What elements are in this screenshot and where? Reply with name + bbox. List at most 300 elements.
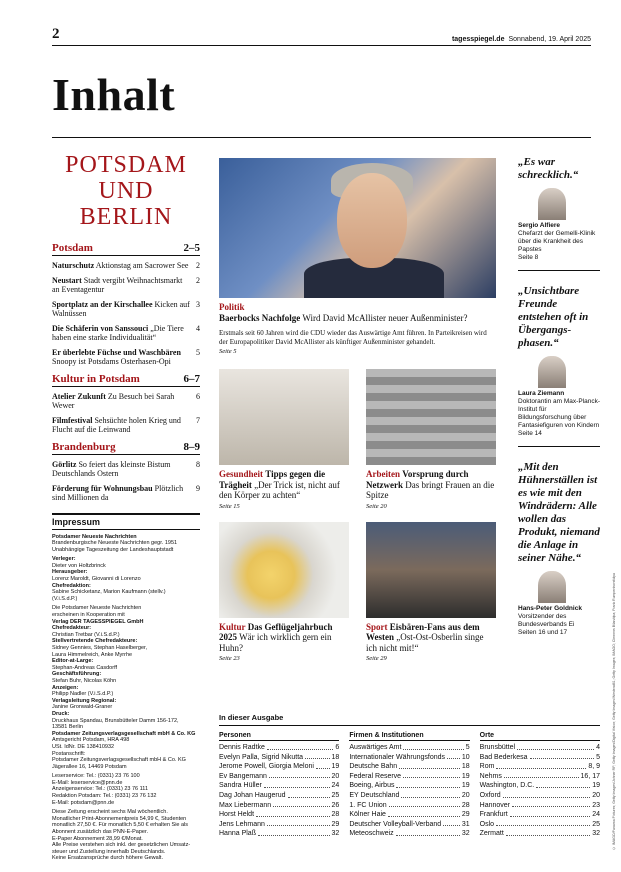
teaser-rest: Das bringt Frauen an die Spitze — [366, 479, 495, 500]
index-columns — [219, 732, 600, 839]
portrait-photo — [538, 571, 566, 603]
section-name: Kultur in Potsdam — [52, 372, 140, 385]
impressum-line: Chefredaktion: — [52, 582, 91, 589]
teaser-photo[interactable] — [219, 522, 349, 618]
impressum-line: E-Paper Abonnement 28,99 €/Monat. — [52, 835, 143, 842]
impressum-line: Sabine Schicketanz, Marion Kaufmann (stellv.) — [52, 589, 166, 596]
impressum-line: E-Mail: leserservice@pnn.de — [52, 779, 123, 786]
impressum-line: Dieter von Holtzbrinck — [52, 562, 106, 569]
index-entry-name: Federal Reserve — [349, 772, 402, 780]
index-row[interactable] — [480, 810, 600, 820]
quote-block — [518, 285, 600, 447]
impressum-line: Postanschrift: — [52, 750, 86, 757]
index-entry-name: Kölner Haie — [349, 811, 386, 819]
index-row[interactable] — [480, 781, 600, 791]
index-row[interactable] — [219, 762, 339, 772]
teaser-rest: „Ost-Ost-Osberlin singe ich nicht mit!“ — [366, 632, 484, 653]
index-leader — [403, 743, 463, 750]
index-entry-page: 23 — [592, 801, 600, 809]
quote-block — [518, 461, 600, 637]
contents-item[interactable] — [52, 416, 200, 435]
index-row[interactable] — [349, 829, 469, 839]
index-column — [349, 732, 469, 839]
index-row[interactable] — [219, 791, 339, 801]
index-entry-page: 31 — [461, 820, 470, 828]
contents-item-text — [52, 276, 196, 295]
teaser-headline[interactable] — [366, 469, 496, 501]
index-row[interactable] — [219, 781, 339, 791]
impressum-line: Christian Tretbar (V.i.S.d.P.) — [52, 631, 120, 638]
teaser-head: Vorsprung durch Netzwerk — [366, 469, 469, 490]
index-leader — [496, 820, 590, 827]
index-entry-page: 26 — [331, 801, 340, 809]
index-row[interactable] — [219, 829, 339, 839]
impressum-line: steuer und Zustellung innerhalb Deutschlands. — [52, 848, 166, 855]
index-entry-page: 8, 9 — [588, 763, 600, 771]
teaser-page-ref: Seite 20 — [366, 502, 387, 510]
contents-item-page: 6 — [196, 391, 200, 401]
index-leader — [258, 829, 330, 836]
index-entry-page: 19 — [461, 782, 470, 790]
impressum-line: Potsdamer Neueste Nachrichten — [52, 533, 137, 540]
index-row[interactable] — [349, 791, 469, 801]
contents-list — [52, 242, 200, 503]
index-entry-page: 6 — [335, 744, 340, 751]
section-header[interactable] — [52, 373, 200, 387]
contents-item-head: Filmfestival — [52, 415, 93, 425]
index-row[interactable] — [480, 753, 600, 763]
photo-face — [337, 173, 407, 268]
impressum — [52, 513, 200, 863]
contents-item-rest: Snoopy ist Potsdams Osterhasen-Opi — [52, 357, 171, 366]
impressum-line: 13581 Berlin — [52, 724, 83, 731]
section-name: Potsdam — [52, 242, 93, 254]
contents-item-page: 8 — [196, 459, 200, 469]
contents-item-rest: Zu Besuch bei Sarah Wewer — [52, 391, 175, 410]
index-entry-page: 28 — [331, 811, 340, 819]
impressum-line: Potsdamer Zeitungsverlagsgesellschaft mbH & Co. KG — [52, 730, 196, 737]
portrait-photo — [538, 188, 566, 220]
page-header — [52, 26, 591, 46]
section-name: Brandenburg — [52, 440, 116, 453]
impressum-line: Laura Himmelreich, Anke Myrrhe — [52, 651, 133, 658]
quote-text: „Unsichtbare Freunde entstehen oft in Übergangs-phasen.“ — [518, 285, 589, 349]
contents-item-head: Görlitz — [52, 459, 77, 469]
contents-item-text — [52, 416, 196, 435]
index-entry-name: Dennis Radtke — [219, 744, 265, 751]
index-row[interactable] — [480, 743, 600, 753]
index-entry-name: Jerome Powell, Giorgia Meloni — [219, 763, 314, 771]
index-leader — [316, 762, 330, 769]
index-leader — [447, 753, 460, 760]
section-header[interactable] — [52, 242, 200, 256]
portrait-photo — [538, 356, 566, 388]
impressum-line: Redaktion Potsdam: Tel.: (0331) 23 76 132 — [52, 793, 157, 800]
center-column — [219, 158, 496, 662]
section-pages: 6–7 — [183, 372, 200, 385]
quote-author: Hans-Peter Goldnick — [518, 605, 582, 612]
section-header[interactable] — [52, 441, 200, 455]
teaser-head: Tipps gegen die Trägheit — [219, 469, 326, 490]
impressum-line: Jägerallee 16, 14469 Potsdam — [52, 763, 127, 770]
teaser-headline[interactable] — [366, 622, 496, 654]
contents-item[interactable] — [52, 392, 200, 411]
page-number: 2 — [52, 26, 60, 42]
index-column — [219, 732, 339, 839]
impressum-line: Editor-at-Large: — [52, 658, 94, 665]
index-leader — [503, 791, 591, 798]
impressum-line: Stellvertretende Chefredakteure: — [52, 638, 138, 645]
site-name[interactable]: tagesspiegel.de — [451, 36, 505, 43]
section-title-line-1: POTSDAM — [65, 152, 187, 178]
index-leader — [530, 753, 595, 760]
contents-item-rest: So feiert das kleinste Bistum Deutschlands Ostern — [52, 459, 171, 478]
teaser-head: Eisbären-Fans aus dem Westen — [366, 621, 480, 642]
index-entry-name: Ev Bangemann — [219, 772, 267, 780]
index-entry-name: Oslo — [479, 820, 495, 828]
impressum-line: Sidney Gennies, Stephan Haselberger, — [52, 645, 148, 651]
contents-item[interactable] — [52, 348, 200, 367]
index-entry-name: Hannover — [479, 801, 511, 809]
contents-item-page: 2 — [196, 275, 200, 285]
contents-item-rest: Kicken auf Walnüssen — [52, 299, 190, 318]
index-row[interactable] — [349, 810, 469, 820]
index-entry-name: Bad Bederkesa — [479, 753, 528, 761]
contents-item-head: Naturschutz — [52, 261, 95, 270]
teaser-kicker: Arbeiten — [366, 469, 400, 479]
index-row[interactable] — [349, 781, 469, 791]
quote-author: Laura Ziemann — [518, 390, 565, 397]
index-leader — [443, 820, 460, 827]
index — [219, 713, 600, 839]
index-row[interactable] — [219, 772, 339, 782]
quote-author-desc: Vorsitzender des Bundesverbands Ei — [518, 613, 575, 628]
impressum-line: Brandenburgische Neueste Nachrichten gegr. 1951 — [52, 540, 178, 547]
index-entry-name: Deutsche Bahn — [349, 763, 398, 771]
index-entry-page: 32 — [592, 830, 600, 838]
impressum-line: Verlag DER TAGESSPIEGEL GmbH — [52, 618, 144, 625]
impressum-line: Diese Zeitung erscheint sechs Mal wöchentlich. — [52, 809, 168, 816]
teaser-page-ref: Seite 23 — [219, 655, 240, 662]
index-entry-name: Brunsbüttel — [479, 744, 516, 751]
impressum-line: Die Potsdamer Neueste Nachrichten — [52, 605, 142, 612]
contents-item-page: 9 — [196, 483, 200, 493]
contents-item[interactable] — [52, 484, 200, 503]
quote-page-ref: Seiten 16 und 17 — [518, 629, 568, 636]
contents-item-rest: Plötzlich sind Millionen da — [52, 483, 184, 502]
impressum-line: E-Mail: potsdam@pnn.de — [52, 799, 115, 806]
index-entry-page: 32 — [331, 830, 340, 838]
impressum-line: Abonnent zusätzlich das PNN-E-Paper. — [52, 829, 148, 836]
contents-item-head: Die Schäferin von Sanssouci — [52, 323, 149, 333]
impressum-line: USt. IdNr. DE 138410932 — [52, 743, 115, 750]
index-entry-page: 5 — [596, 753, 600, 761]
teaser[interactable] — [366, 522, 496, 663]
index-leader — [399, 762, 460, 769]
contents-item-text — [52, 460, 196, 479]
photo-credit: © IMAGO/Panama Pictures; Getty Images/Johner RF; Getty Images/Digital Vision; Getty Images/Westend61; Getty Images; IMAGO; Clemens Bilan/dpa; Frank Rumpenhorst/dpa — [612, 573, 616, 850]
index-entry-name: Rom — [479, 763, 495, 771]
index-leader — [388, 810, 460, 817]
contents-item-text — [52, 324, 196, 343]
contents-item-text — [52, 300, 196, 319]
teaser[interactable] — [219, 522, 349, 663]
index-column-header: Firmen & Institutionen — [349, 732, 469, 741]
index-column — [480, 732, 600, 839]
index-row[interactable] — [219, 810, 339, 820]
index-entry-name: Zermatt — [479, 830, 504, 838]
index-entry-page: 32 — [461, 830, 470, 838]
index-entry-page: 18 — [461, 763, 470, 771]
contents-item-head: Atelier Zukunft — [52, 391, 106, 401]
contents-item[interactable] — [52, 276, 200, 295]
main-page-ref: Seite 5 — [219, 348, 237, 355]
index-entry-page: 19 — [592, 782, 600, 790]
quote-page-ref: Seite 14 — [518, 430, 542, 437]
index-leader — [512, 801, 590, 808]
index-entry-name: Auswärtiges Amt — [349, 744, 402, 751]
index-entry-page: 19 — [331, 763, 340, 771]
quote-page-ref: Seite 8 — [518, 254, 539, 261]
main-photo[interactable] — [219, 158, 496, 298]
teaser-photo[interactable] — [366, 369, 496, 465]
main-rest: Wird David McAllister neuer Außenminister? — [302, 312, 468, 323]
index-row[interactable] — [480, 762, 600, 772]
index-row[interactable] — [219, 743, 339, 753]
index-row[interactable] — [349, 801, 469, 811]
index-entry-name: Dag Johan Haugerud — [219, 791, 286, 799]
impressum-line: Unabhängige Tageszeitung der Landeshauptstadt — [52, 546, 174, 553]
index-entry-name: Deutscher Volleyball-Verband — [349, 820, 442, 828]
index-entry-page: 10 — [461, 753, 470, 761]
impressum-line: Keine Ersatzansprüche durch höhere Gewalt. — [52, 855, 163, 862]
index-row[interactable] — [480, 772, 600, 782]
index-leader — [305, 753, 329, 760]
index-entry-page: 24 — [331, 782, 340, 790]
index-row[interactable] — [480, 820, 600, 830]
title-rule — [52, 137, 591, 138]
index-leader — [256, 810, 330, 817]
contents-item-page: 7 — [196, 415, 200, 425]
teaser-photo[interactable] — [219, 369, 349, 465]
index-entry-name: 1. FC Union — [349, 801, 387, 809]
left-column — [52, 152, 200, 862]
impressum-line: erscheinen in Kooperation mit — [52, 612, 125, 619]
impressum-line: Geschäftsführung: — [52, 671, 102, 678]
index-entry-name: Meteoschweiz — [349, 830, 394, 838]
index-leader — [536, 781, 590, 788]
impressum-line: Chefredakteur: — [52, 625, 92, 632]
teaser-page-ref: Seite 15 — [219, 502, 240, 510]
section-title-line-2: UND BERLIN — [79, 178, 173, 230]
index-entry-page: 29 — [331, 820, 340, 828]
section-pages: 2–5 — [183, 242, 200, 254]
index-row[interactable] — [219, 820, 339, 830]
index-entry-name: Sandra Hüller — [219, 782, 262, 790]
teaser[interactable] — [366, 369, 496, 510]
index-leader — [517, 743, 594, 750]
teaser-headline[interactable] — [219, 469, 349, 501]
impressum-line: Druck: — [52, 710, 70, 717]
index-entry-page: 28 — [461, 801, 470, 809]
impressum-line: Philipp Nadler (V.i.S.d.P.) — [52, 691, 114, 698]
contents-item-page: 5 — [196, 347, 200, 357]
index-leader — [396, 781, 459, 788]
impressum-line: Anzeigen: — [52, 684, 79, 691]
impressum-line: Druckhaus Spandau, Brunsbütteler Damm 156-172, — [52, 717, 179, 724]
impressum-line: Verlagsleitung Regional: — [52, 697, 117, 704]
index-entry-page: 18 — [331, 753, 340, 761]
index-entry-name: Hanna Plaß — [219, 830, 256, 838]
teaser-rest: „Der Trick ist, nicht auf den Körper zu achten“ — [219, 479, 340, 500]
main-kicker: Politik — [219, 302, 245, 312]
index-entry-name: Oxford — [479, 791, 501, 799]
teaser-grid — [219, 369, 496, 662]
main-teaser-text: Erstmals seit 60 Jahren wird die CDU wieder das Auswärtige Amt führen. In Parteikreisen wird der Europapolitiker David McAllister als künftiger Außenminister gehandelt. — [219, 329, 487, 346]
main-teaser-headline[interactable] — [219, 302, 496, 323]
contents-item-page: 2 — [196, 261, 200, 270]
index-title: In dieser Ausgabe — [219, 713, 600, 726]
main-head: Baerbocks Nachfolge — [219, 312, 301, 323]
index-entry-page: 20 — [331, 772, 340, 780]
contents-item-text — [52, 484, 196, 503]
impressum-line: Leserservice: Tel.: (0331) 23 76 100 — [52, 773, 140, 780]
index-column-header: Personen — [219, 732, 339, 741]
impressum-line: Amtsgericht Potsdam, HRA 498 — [52, 737, 130, 744]
impressum-line: Lorenz Maroldt, Giovanni di Lorenzo — [52, 576, 141, 583]
section-title — [52, 152, 200, 230]
impressum-line: Verleger: — [52, 556, 76, 563]
teaser-photo[interactable] — [366, 522, 496, 618]
teaser-rest: Wär ich wirklich gern ein Huhn? — [219, 632, 332, 653]
index-leader — [264, 781, 330, 788]
contents-item-rest: Stadt vergibt Weihnachtsmarkt an Eventagentur — [52, 275, 183, 294]
index-row[interactable] — [480, 791, 600, 801]
index-row[interactable] — [219, 801, 339, 811]
teaser-kicker: Sport — [366, 621, 388, 632]
index-entry-page: 29 — [461, 811, 470, 819]
contents-item-head: Förderung für Wohnungsbau — [52, 483, 153, 493]
index-row[interactable] — [349, 753, 469, 763]
index-leader — [403, 772, 460, 779]
impressum-line: Potsdamer Zeitungsverlagsgesellschaft mbH & Co. KG — [52, 757, 186, 764]
index-entry-name: Boeing, Airbus — [349, 782, 395, 790]
contents-item[interactable] — [52, 460, 200, 479]
index-row[interactable] — [480, 829, 600, 839]
quote-author-desc: Chefarzt der Gemelli-Klinik über die Krankheit des Papstes — [518, 230, 596, 253]
index-leader — [389, 801, 460, 808]
index-entry-name: Washington, D.C. — [479, 782, 535, 790]
contents-item-rest: „Die Tiere haben eine starke Individualität“ — [52, 323, 184, 342]
contents-item-head: Sportplatz an der Kirschallee — [52, 299, 153, 309]
impressum-line: Stefan Buhr, Nicolas Köhn — [52, 677, 117, 684]
index-leader — [496, 762, 586, 769]
index-entry-page: 19 — [461, 772, 470, 780]
impressum-line: Herausgeber: — [52, 569, 88, 576]
index-row[interactable] — [349, 762, 469, 772]
index-entry-name: Evelyn Palla, Sigrid Nikutta — [219, 753, 304, 761]
index-row[interactable] — [219, 753, 339, 763]
impressum-line: Alle Preise verstehen sich inkl. der gesetzlichen Umsatz- — [52, 842, 191, 849]
quote-author-desc: Doktorantin am Max-Planck-Institut für Bildungsforschung über Fantasiefiguren von Kindern — [518, 398, 600, 429]
index-entry-name: Max Liebermann — [219, 801, 272, 809]
impressum-line: Anzeigenservice: Tel.: (0331) 23 76 111 — [52, 786, 149, 793]
teaser-head: Das Geflügeljahrbuch 2025 — [219, 621, 333, 642]
teaser-kicker: Kultur — [219, 621, 246, 632]
contents-item-text — [52, 261, 194, 271]
contents-item-page: 4 — [196, 323, 200, 333]
contents-item[interactable] — [52, 261, 200, 271]
index-row[interactable] — [480, 801, 600, 811]
page-title: Inhalt — [52, 69, 176, 120]
index-entry-page: 25 — [331, 791, 340, 799]
index-row[interactable] — [349, 820, 469, 830]
contents-item-rest: Sehsüchte holen Krieg und Flucht auf die Leinwand — [52, 415, 181, 434]
index-entry-name: Frankfurt — [479, 811, 508, 819]
section-pages: 8–9 — [183, 440, 200, 453]
teaser-headline[interactable] — [219, 622, 349, 654]
quote-author: Sergio Alfiere — [518, 222, 561, 229]
impressum-line: Stephan-Andreas Casdorff — [52, 664, 118, 671]
header-meta — [452, 36, 591, 43]
index-row[interactable] — [349, 772, 469, 782]
index-entry-name: Nehms — [479, 772, 502, 780]
impressum-line: monatlich 27,50 €. Für monatlich 5,50 € erhalten Sie als — [52, 822, 189, 829]
contents-item[interactable] — [52, 300, 200, 319]
index-entry-name: Horst Heldt — [219, 811, 255, 819]
index-leader — [506, 829, 590, 836]
index-entry-page: 20 — [592, 791, 600, 799]
contents-item-page: 3 — [196, 299, 200, 309]
quote-block — [518, 156, 600, 271]
contents-item[interactable] — [52, 324, 200, 343]
contents-item-text — [52, 392, 196, 411]
index-leader — [267, 820, 330, 827]
quote-column — [518, 156, 600, 637]
teaser-page-ref: Seite 29 — [366, 655, 387, 662]
quote-text: „Mit den Hühnerställen ist es wie mit den Windrädern: Alle wollen das Produkt, niemand die Anlage in seiner Nähe.“ — [518, 461, 600, 564]
index-leader — [269, 772, 330, 779]
index-row[interactable] — [349, 743, 469, 753]
index-entry-name: Jens Lehmann — [219, 820, 265, 828]
index-entry-page: 20 — [461, 791, 470, 799]
impressum-line: Monatlicher Print-Abonnementpreis 54,99 €, Studenten — [52, 815, 187, 822]
index-entry-name: Internationaler Währungsfonds — [349, 753, 446, 761]
teaser[interactable] — [219, 369, 349, 510]
index-entry-page: 24 — [592, 811, 600, 819]
contents-item-rest: Aktionstag am Sacrower See — [95, 261, 189, 270]
index-leader — [504, 772, 579, 779]
impressum-line: (V.i.S.d.P.) — [52, 595, 78, 602]
index-leader — [288, 791, 330, 798]
index-leader — [267, 743, 334, 750]
index-entry-name: EY Deutschland — [349, 791, 400, 799]
contents-item-text — [52, 348, 196, 367]
contents-item-head: Er überlebte Füchse und Waschbären — [52, 347, 181, 357]
impressum-line: Janine Gronwald-Graner — [52, 704, 113, 711]
teaser-kicker: Gesundheit — [219, 469, 264, 479]
index-leader — [401, 791, 459, 798]
impressum-title: Impressum — [52, 515, 200, 530]
index-entry-page: 16, 17 — [580, 772, 600, 780]
contents-item-head: Neustart — [52, 275, 82, 285]
index-leader — [273, 801, 329, 808]
index-column-header: Orte — [480, 732, 600, 741]
issue-date: Sonnabend, 19. April 2025 — [508, 36, 591, 43]
index-entry-page: 4 — [596, 744, 600, 751]
index-leader — [396, 829, 460, 836]
impressum-body — [52, 534, 200, 863]
